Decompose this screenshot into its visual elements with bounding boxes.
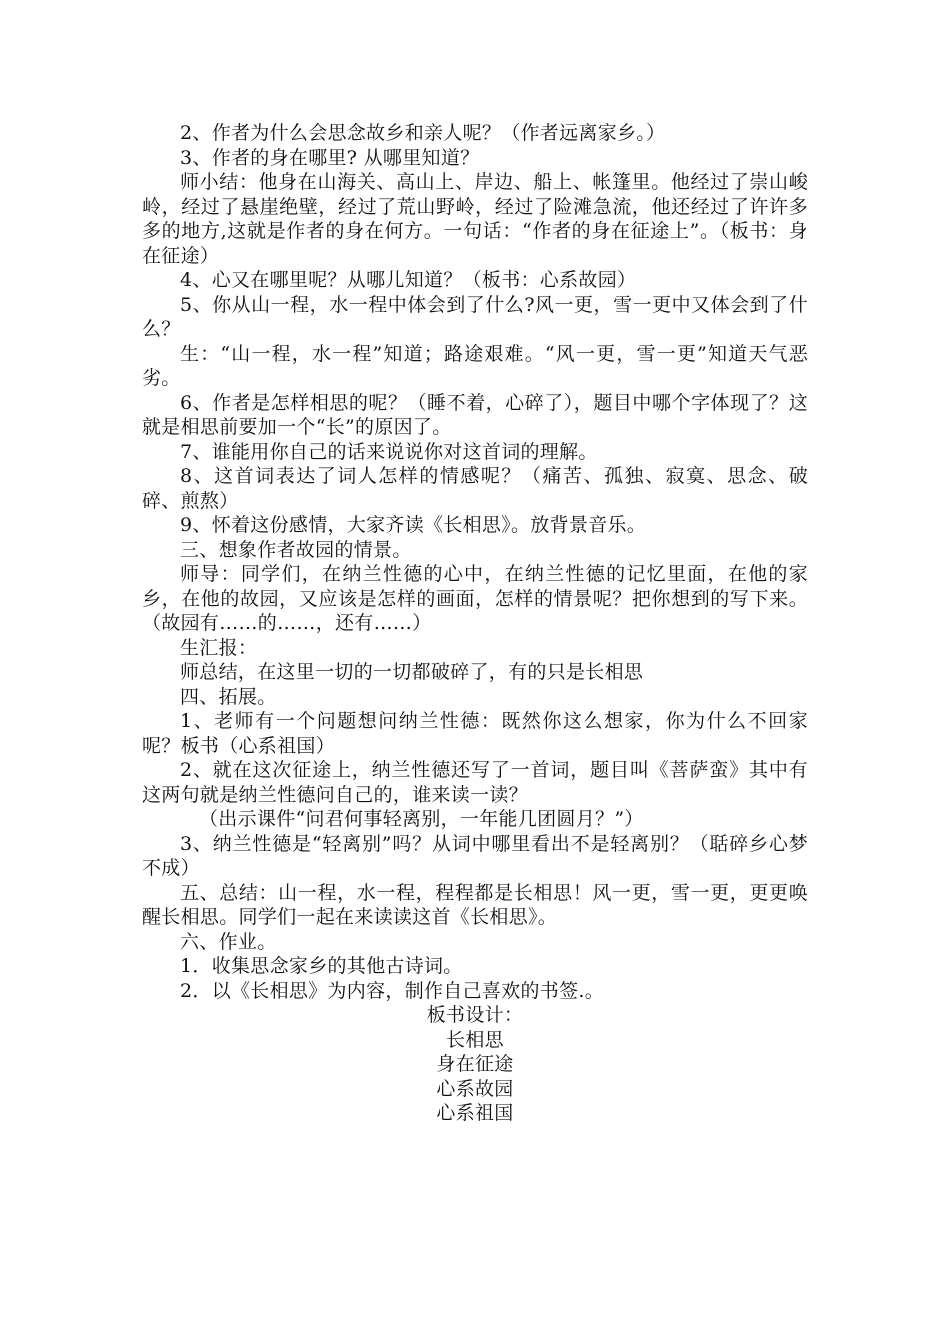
paragraph-courseware: （出示课件“问君何事轻离别，一年能几团圆月？”） [199, 808, 644, 830]
board-heading: 板书设计： [426, 1004, 524, 1026]
paragraph-q3: 3、作者的身在哪里? 从哪里知道？ [180, 146, 480, 169]
paragraph-q2: 2、作者为什么会思念故乡和亲人呢？（作者远离家乡。） [180, 122, 666, 144]
paragraph-q4: 4、心又在哪里呢？从哪儿知道？（板书：心系故园） [180, 269, 637, 291]
paragraph-q6: 6、作者是怎样相思的呢？（睡不着，心碎了），题目中哪个字体现了？这就是相思前要加一个“长”的原因了。 [142, 391, 808, 438]
board-line-2: 身在征途 [436, 1053, 514, 1075]
section-heading-3: 三、想象作者故园的情景。 [180, 538, 412, 561]
paragraph-q7: 7、谁能用你自己的话来说说你对这首词的理解。 [180, 440, 598, 463]
board-line-4: 心系祖国 [436, 1102, 514, 1124]
paragraph-extension-3: 3、纳兰性德是“轻离别”吗？从词中哪里看出不是轻离别？（聒碎乡心梦不成） [142, 832, 808, 879]
paragraph-teacher-guide: 师导：同学们，在纳兰性德的心中，在纳兰性德的记忆里面，在他的家乡，在他的故园，又应该是怎样的画面，怎样的情景呢？把你想到的写下来。（故园有……的……，还有……） [142, 563, 808, 634]
board-line-1: 长相思 [446, 1028, 504, 1051]
board-line-3: 心系故园 [436, 1077, 514, 1100]
section-heading-6: 六、作业。 [180, 930, 277, 953]
paragraph-extension-2: 2、就在这次征途上，纳兰性德还写了一首词，题目叫《菩萨蛮》其中有这两句就是纳兰性德问自己的，谁来读一读？ [142, 759, 808, 806]
document-page [142, 121, 808, 1126]
homework-item-1: 1．收集思念家乡的其他古诗词。 [180, 955, 463, 977]
paragraph-teacher-summary: 师小结：他身在山海关、高山上、岸边、船上、帐篷里。他经过了崇山峻岭，经过了悬崖绝壁，经过了荒山野岭，经过了险滩急流，他还经过了许许多多的地方,这就是作者的身在何方。一句话：“作者的身在征途上”。（板书：身在征途） [142, 171, 808, 267]
paragraph-extension-1: 1、老师有一个问题想问纳兰性德：既然你这么想家，你为什么不回家呢？板书（心系祖国） [142, 710, 808, 757]
paragraph-q9: 9、怀着这份感情，大家齐读《长相思》。放背景音乐。 [180, 514, 647, 536]
paragraph-q8: 8、这首词表达了词人怎样的情感呢？（痛苦、孤独、寂寞、思念、破碎、煎熬） [142, 465, 808, 512]
section-heading-4: 四、拓展。 [180, 685, 277, 708]
section-heading-5: 五、总结：山一程，水一程，程程都是长相思！风一更，雪一更，更更唤醒长相思。同学们一起在来读读这首《长相思》。 [142, 881, 808, 928]
paragraph-student-answer: 生：“山一程，水一程”知道；路途艰难。“风一更，雪一更”知道天气恶劣。 [142, 342, 808, 389]
paragraph-student-report: 生汇报： [180, 636, 258, 659]
paragraph-q5: 5、你从山一程，水一程中体会到了什么?风一更，雪一更中又体会到了什么？ [142, 293, 808, 340]
homework-item-2: 2．以《长相思》为内容，制作自己喜欢的书签.。 [180, 979, 605, 1002]
board-design [142, 1003, 808, 1126]
paragraph-teacher-conclusion: 师总结，在这里一切的一切都破碎了，有的只是长相思 [180, 661, 644, 683]
